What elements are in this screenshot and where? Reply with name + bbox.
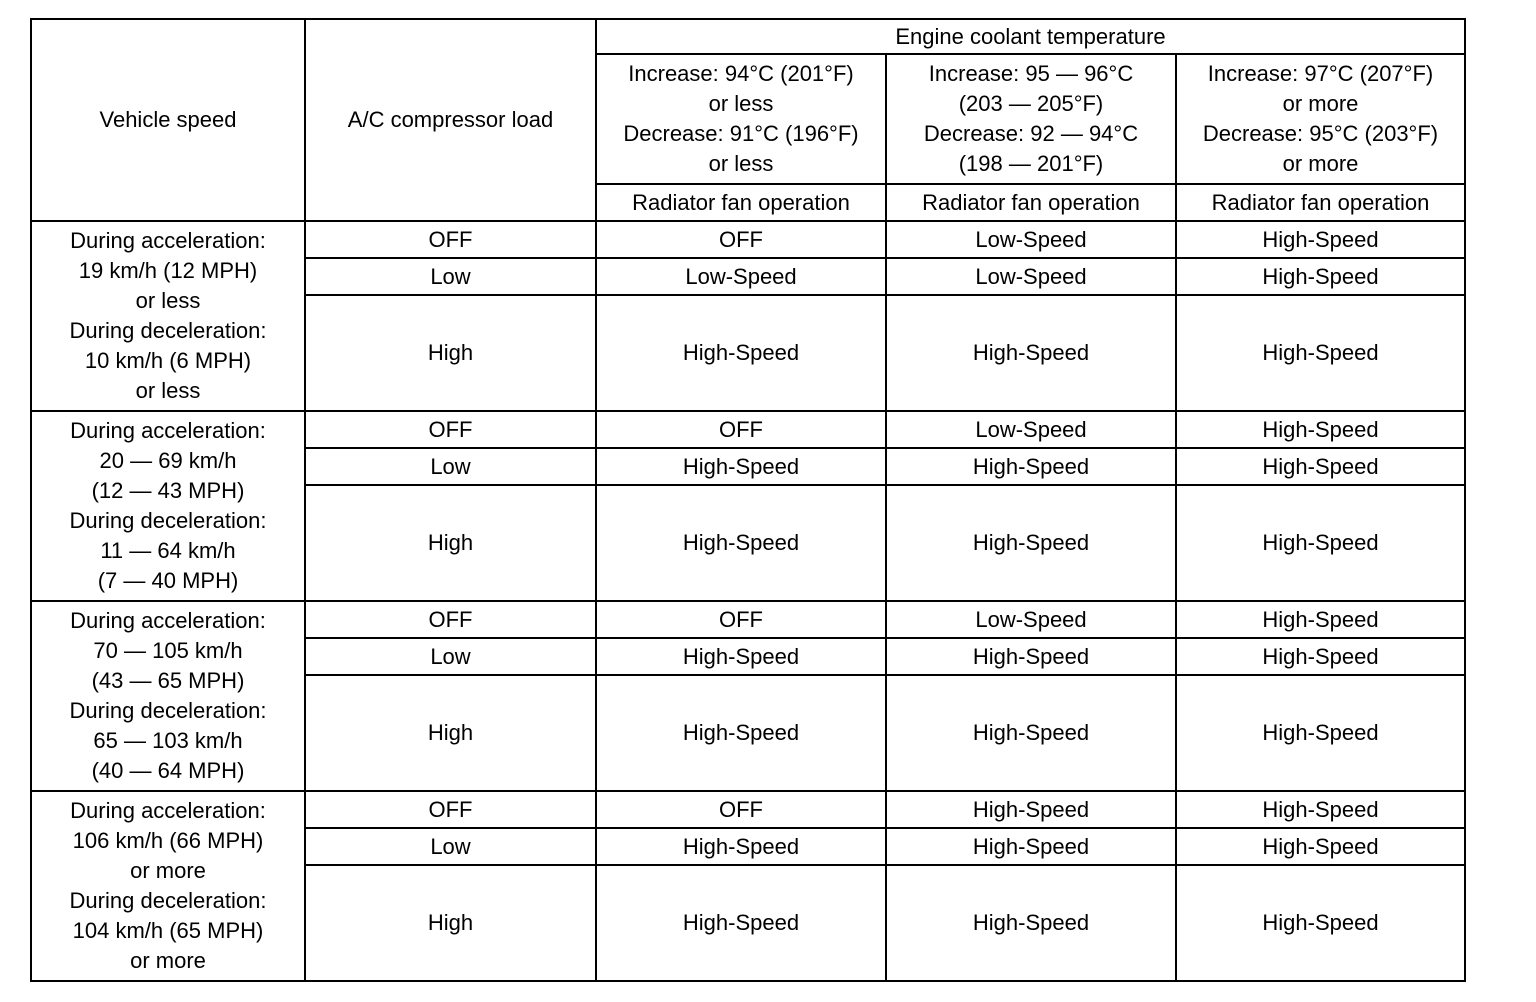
fan-cell: High-Speed [886,485,1176,601]
temp-range-1: Increase: 94°C (201°F) or less Decrease: 91°C (196°F) or less [596,54,886,184]
fan-cell: Low-Speed [886,601,1176,638]
fan-cell: High-Speed [886,675,1176,791]
fan-cell: High-Speed [1176,828,1465,865]
fan-cell: High-Speed [1176,295,1465,411]
fan-cell: Low-Speed [886,258,1176,295]
fan-cell: High-Speed [1176,411,1465,448]
ac-load-cell: OFF [305,601,596,638]
fan-op-header-1: Radiator fan operation [596,184,886,221]
table-row [31,411,1465,448]
fan-cell: High-Speed [596,485,886,601]
radiator-fan-table [30,18,1466,982]
fan-cell: High-Speed [1176,791,1465,828]
fan-cell: High-Speed [886,638,1176,675]
header-vehicle-speed: Vehicle speed [31,19,305,221]
fan-cell: Low-Speed [596,258,886,295]
fan-cell: High-Speed [886,295,1176,411]
fan-cell: High-Speed [596,865,886,981]
fan-cell: OFF [596,411,886,448]
fan-cell: High-Speed [886,791,1176,828]
table-row [31,601,1465,638]
fan-cell: High-Speed [1176,601,1465,638]
fan-cell: High-Speed [1176,675,1465,791]
fan-cell: High-Speed [596,295,886,411]
ac-load-cell: OFF [305,791,596,828]
fan-cell: High-Speed [886,865,1176,981]
fan-cell: High-Speed [1176,638,1465,675]
table-row [31,791,1465,828]
ac-load-cell: High [305,865,596,981]
fan-cell: High-Speed [1176,448,1465,485]
temp-range-3: Increase: 97°C (207°F) or more Decrease: 95°C (203°F) or more [1176,54,1465,184]
fan-cell: High-Speed [1176,865,1465,981]
ac-load-cell: OFF [305,221,596,258]
fan-cell: Low-Speed [886,411,1176,448]
ac-load-cell: High [305,675,596,791]
ac-load-cell: High [305,295,596,411]
header-ac-load: A/C compressor load [305,19,596,221]
fan-op-header-2: Radiator fan operation [886,184,1176,221]
fan-cell: High-Speed [596,675,886,791]
ac-load-cell: Low [305,828,596,865]
fan-cell: High-Speed [596,638,886,675]
ac-load-cell: OFF [305,411,596,448]
speed-cell-3: During acceleration: 70 — 105 km/h (43 — 65 MPH) During deceleration: 65 — 103 km/h (40 — 64 MPH) [31,601,305,791]
header-row-1 [31,19,1465,54]
fan-cell: OFF [596,791,886,828]
ac-load-cell: Low [305,638,596,675]
ac-load-cell: High [305,485,596,601]
fan-cell: High-Speed [1176,258,1465,295]
fan-cell: High-Speed [1176,485,1465,601]
speed-cell-4: During acceleration: 106 km/h (66 MPH) or more During deceleration: 104 km/h (65 MPH) or more [31,791,305,981]
fan-cell: High-Speed [1176,221,1465,258]
fan-cell: OFF [596,221,886,258]
fan-cell: High-Speed [596,828,886,865]
ac-load-cell: Low [305,258,596,295]
ac-load-cell: Low [305,448,596,485]
fan-cell: High-Speed [596,448,886,485]
fan-cell: High-Speed [886,448,1176,485]
table-row [31,221,1465,258]
header-coolant-temp: Engine coolant temperature [596,19,1465,54]
temp-range-2: Increase: 95 — 96°C (203 — 205°F) Decrease: 92 — 94°C (198 — 201°F) [886,54,1176,184]
speed-cell-2: During acceleration: 20 — 69 km/h (12 — 43 MPH) During deceleration: 11 — 64 km/h (7 — 40 MPH) [31,411,305,601]
fan-op-header-3: Radiator fan operation [1176,184,1465,221]
fan-cell: High-Speed [886,828,1176,865]
fan-cell: Low-Speed [886,221,1176,258]
fan-cell: OFF [596,601,886,638]
speed-cell-1: During acceleration: 19 km/h (12 MPH) or less During deceleration: 10 km/h (6 MPH) or less [31,221,305,411]
